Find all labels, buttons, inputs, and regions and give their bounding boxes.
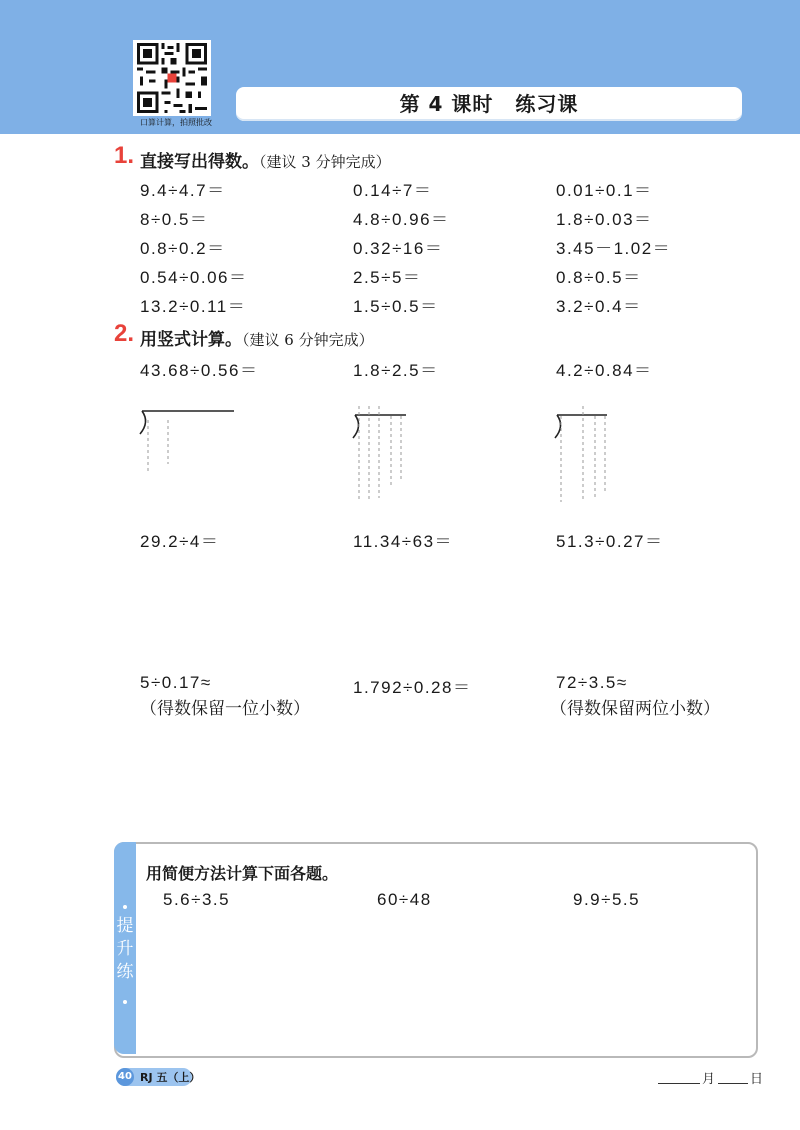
s1-problem: 0.8÷0.2＝ — [140, 239, 226, 258]
lesson-name: 练习课 — [515, 92, 579, 116]
day-blank[interactable] — [718, 1083, 748, 1084]
section2-number: 2. — [114, 320, 135, 347]
s1-problem: 0.32÷16＝ — [353, 239, 444, 258]
day-label: 日 — [750, 1072, 764, 1087]
month-blank[interactable] — [658, 1083, 700, 1084]
side-dot — [123, 1000, 127, 1004]
s2-problem: 4.2÷0.84＝ — [556, 361, 653, 380]
rounding-hint: （得数保留一位小数） — [140, 699, 310, 719]
s1-problem: 1.5÷0.5＝ — [353, 297, 439, 316]
s1-problem: 8÷0.5＝ — [140, 210, 209, 229]
s2-problem: 1.792÷0.28＝ — [353, 678, 472, 697]
s1-problem: 4.8÷0.96＝ — [353, 210, 450, 229]
s1-problem: 13.2÷0.11＝ — [140, 297, 247, 316]
rounding-hint: （得数保留两位小数） — [550, 699, 720, 719]
section1-instruction: 直接写出得数。（建议 3 分钟完成） — [140, 152, 391, 172]
extension-problem: 60÷48 — [377, 890, 432, 909]
lesson-title-bar — [236, 87, 742, 121]
s1-problem: 1.8÷0.03＝ — [556, 210, 653, 229]
s2-problem: 5÷0.17≈ — [140, 673, 212, 692]
s2-problem: 72÷3.5≈ — [556, 673, 628, 692]
s2-problem: 11.34÷63＝ — [353, 532, 454, 551]
s1-problem: 0.14÷7＝ — [353, 181, 433, 200]
qr-code-icon[interactable] — [133, 40, 211, 116]
extension-problem: 9.9÷5.5 — [573, 890, 641, 909]
s2-problem: 29.2÷4＝ — [140, 532, 220, 551]
extension-side-label: 提 升 练 — [116, 916, 134, 982]
edition-label: RJ 五（上） — [140, 1071, 201, 1084]
s1-problem: 3.45－1.02＝ — [556, 239, 672, 258]
extension-title: 用简便方法计算下面各题。 — [146, 864, 339, 883]
section2-instruction: 用竖式计算。（建议 6 分钟完成） — [140, 330, 374, 350]
s2-problem: 43.68÷0.56＝ — [140, 361, 259, 380]
long-division-template — [545, 402, 655, 512]
lesson-number: 第 4 课时 — [399, 92, 494, 116]
s1-problem: 3.2÷0.4＝ — [556, 297, 642, 316]
section1-number: 1. — [114, 142, 135, 169]
s1-problem: 2.5÷5＝ — [353, 268, 422, 287]
extension-problem: 5.6÷3.5 — [163, 890, 231, 909]
side-dot — [123, 905, 127, 909]
long-division-template — [130, 402, 240, 512]
long-division-template — [343, 402, 453, 512]
s1-problem: 0.8÷0.5＝ — [556, 268, 642, 287]
s1-problem: 9.4÷4.7＝ — [140, 181, 226, 200]
page-number: 40 — [116, 1068, 134, 1086]
s1-problem: 0.01÷0.1＝ — [556, 181, 653, 200]
month-label: 月 — [702, 1072, 716, 1087]
s2-problem: 51.3÷0.27＝ — [556, 532, 664, 551]
s1-problem: 0.54÷0.06＝ — [140, 268, 248, 287]
lesson-title — [236, 87, 742, 121]
qr-caption: 口算计算，拍照批改 — [140, 118, 212, 127]
s2-problem: 1.8÷2.5＝ — [353, 361, 439, 380]
